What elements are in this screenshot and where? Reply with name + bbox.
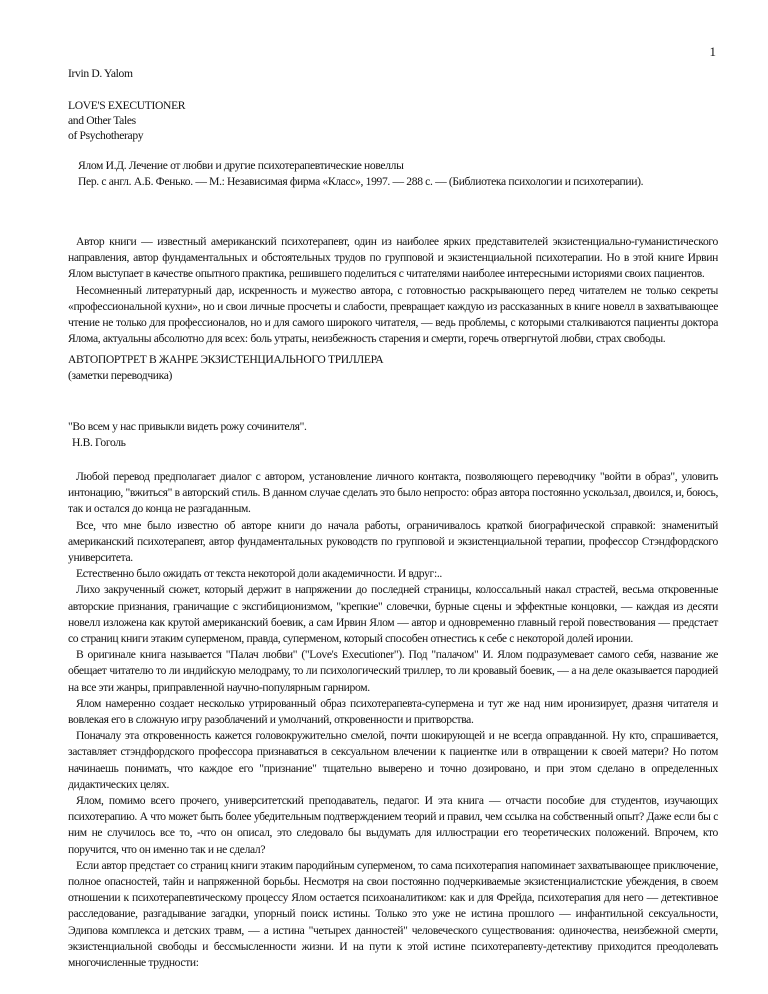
section-subtitle: (заметки переводчика) [68,369,173,383]
bibliographic-record [68,158,718,190]
annotation-paragraph: Несомненный литературный дар, искренность и мужество автора, с готовностью раскрывающего перед читателем не только секреты «профессиональной кухни», но и свои личные просчеты и слабости, превращает каждую из рассказанных в книге новелл в захватывающее чтение не только для профессионалов, но и для самого широкого читателя, — ведь проблемы, с которыми сталкиваются пациенты доктора Ялома, актуальны абсолютно для всех: боль утраты, неизбежность старения и смерти, горечь отвергнутой любви, страх свободы. [68,283,718,346]
epigraph-author: Н.В. Гоголь [72,436,126,450]
epigraph [68,419,718,451]
annotation [68,234,718,347]
bibliography-line: Ялом И.Д. Лечение от любви и другие психотерапевтические новеллы [78,159,404,172]
body-text [68,469,718,971]
section-title: АВТОПОРТРЕТ В ЖАНРЕ ЭКЗИСТЕНЦИАЛЬНОГО ТРИЛЛЕРА [68,353,384,366]
original-title [68,98,718,143]
section-heading [68,352,718,384]
body-paragraph: Если автор предстает со страниц книги этаким пародийным суперменом, то сама психотерапия напоминает захватывающее приключение, полное опасностей, тайн и напряженной борьбы. Несмотря на свои постоянно подчеркиваемые экзистенциалистские убеждения, в своем отношении к психотерапевтическому процессу Ялом остается психоаналитиком: как и для Фрейда, психотерапия для него — детективное расследование, разгадывание загадки, упорный поиск истины. Только это уже не истина прошлого — инфантильной сексуальности, Эдипова комплекса и детских травм, — а истина "четырех данностей" человеческого существования: одиночества, неизбежной смерти, экзистенциальной свободы и бессмысленности жизни. И на пути к этой истине психотерапевту-детективу приходится преодолевать многочисленные трудности: [68,858,718,970]
body-paragraph: В оригинале книга называется "Палач любви" ("Love's Executioner"). Под "палачом" И. Ялом подразумевает самого себя, название же обещает читателю то ли индийскую мелодраму, то ли психологический триллер, то ли кровавый боевик, — а на деле оказывается пародией на все эти жанры, приправленной научно-популярным гарниром. [68,648,718,694]
body-paragraph: Естественно было ожидать от текста некоторой доли академичности. И вдруг:.. [76,567,442,581]
original-title-line: LOVE'S EXECUTIONER [68,99,186,112]
original-title-line: and Other Tales [68,114,136,127]
body-paragraph: Все, что мне было известно об авторе книги до начала работы, ограничивалось краткой биографической справкой: знаменитый американский психотерапевт, автор фундаментальных руководств по групповой и экзистенциальной терапии, профессор Стэндфордского университета. [68,518,718,565]
body-paragraph: Поначалу эта откровенность кажется головокружительно смелой, почти шокирующей и не всегда оправданной. Ну кто, спрашивается, заставляет стэндфордского профессора признаваться в сексуальном влечении к пациентке или в отвращении к своей матери? Но потом начинаешь понимать, что каждое его "признание" тщательно выверено и точно дозировано, и при этом сделано в определенных дидактических целях. [68,729,718,791]
original-title-line: of Psychotherapy [68,129,144,142]
annotation-paragraph: Автор книги — известный американский психотерапевт, один из наиболее ярких представителей экзистенциально-гуманистического направления, автор фундаментальных и обстоятельных трудов по групповой и экзистенциальной психотерапии. Но в этой книге Ирвин Ялом выступает в качестве опытного практика, решившего поделиться с читателями наиболее интересными историями своих пациентов. [68,235,718,281]
bibliography-line: Пер. с англ. А.Б. Фенько. — М.: Независимая фирма «Класс», 1997. — 288 с. — (Библиотека психологии и психотерапии). [78,175,644,188]
author-name: Irvin D. Yalom [68,67,133,80]
body-paragraph: Ялом намеренно создает несколько утрированный образ психотерапевта-супермена и тут же над ним иронизирует, дразня читателя и вовлекая его в сложную игру разоблачений и умолчаний, откровенности и притворства. [68,696,718,727]
page-number: 1 [709,44,716,59]
body-paragraph: Любой перевод предполагает диалог с автором, установление личного контакта, позволяющего переводчику "войти в образ", уловить интонацию, "вжиться" в авторский стиль. В данном случае сделать это было непросто: образ автора постоянно ускользал, двоился, и, боюсь, так и остался до конца не разгаданным. [68,470,718,516]
body-paragraph: Лихо закрученный сюжет, который держит в напряжении до последней страницы, колоссальный накал страстей, весьма откровенные авторские признания, граничащие с эксгибиционизмом, "крепкие" словечки, бурные сцены и эффектные концовки, — каждая из десяти новелл изложена как крутой американский боевик, а сам Ирвин Ялом — автор и одновременно главный герой повествования — предстает со страниц книги этаким суперменом, правда, суперменом, который способен отнестись к себе с некоторой долей иронии. [68,583,718,646]
body-paragraph: Ялом, помимо всего прочего, университетский преподаватель, педагог. И эта книга — отчасти пособие для студентов, изучающих психотерапию. А что может быть более убедительным подтверждением теорий и правил, чем ссылка на собственный опыт? Даже если бы с ним не случилось все то, -что он описал, это следовало бы выдумать для иллюстрации его теоретических положений. Впрочем, кто поручится, что он именно так и не сделал? [68,794,718,856]
epigraph-quote: "Во всем у нас привыкли видеть рожу сочинителя". [68,420,307,433]
